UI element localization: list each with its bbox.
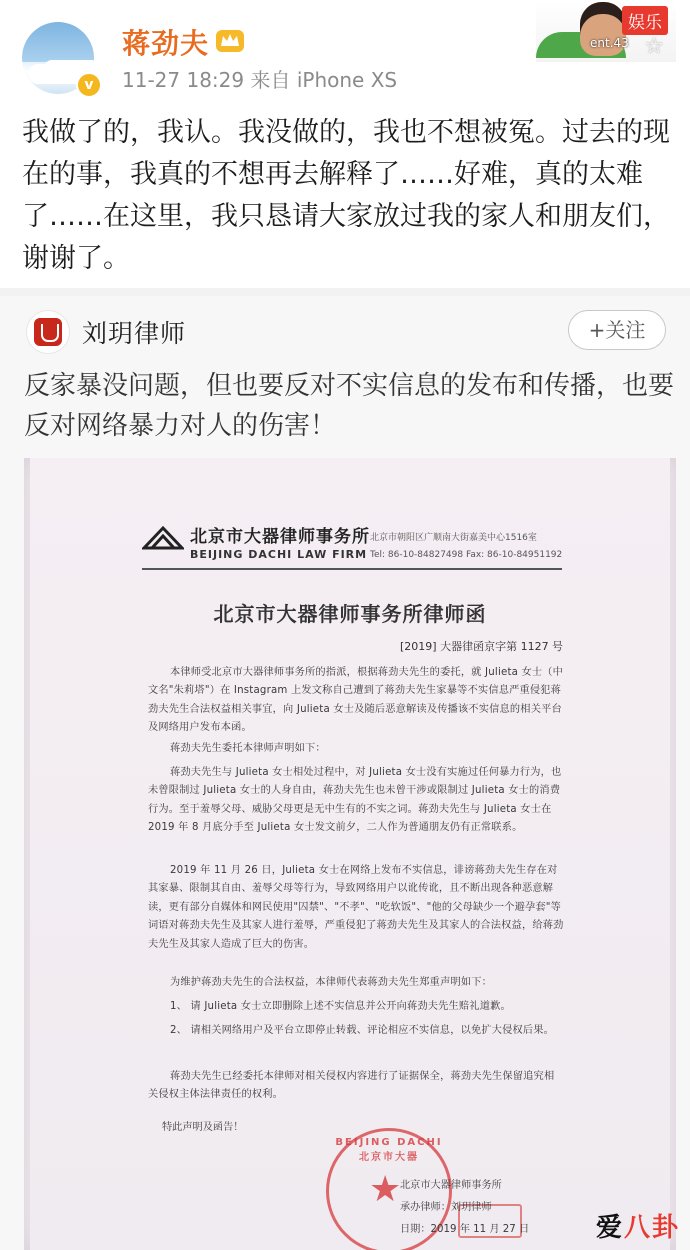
firm-name-en: BEIJING DACHI LAW FIRM <box>190 548 368 561</box>
post-time-source: 11-27 18:29 来自 iPhone XS <box>122 68 398 92</box>
firm-address: 北京市朝阳区广顺南大街嘉美中心1516室 <box>370 533 537 543</box>
repost-card[interactable] <box>0 296 690 1250</box>
lawyer-letter-image[interactable] <box>24 458 676 1250</box>
author-name[interactable]: 蒋劲夫 <box>122 27 210 60</box>
site-watermark: 爱八卦 <box>595 1213 680 1243</box>
letter-paragraph: 蒋劲夫先生与 Julieta 女士相处过程中，对 Julieta 女士没有实施过任何暴力行为，也未曾限制过 Julieta 女士的人身自由，蒋劲夫先生也未曾干涉或限制过 Julieta 女士的消费行为。至于羞辱父母、威胁父母更是无中生有的不实之词。蒋劲夫先生与 Julieta 女士在 2019 年 8 月底分手至 Julieta 女士发文前夕，二人作为普通朋友仍有正常联系。 <box>148 767 562 834</box>
letter-title: 北京市大器律师事务所律师函 <box>213 602 487 626</box>
stamp-text: BEIJING DACHI 北京市大器 <box>335 1137 443 1163</box>
letter-signoff: 特此声明及函告！ <box>162 1122 244 1133</box>
letter-sheet <box>30 458 670 1250</box>
letter-paragraph: 为维护蒋劲夫先生的合法权益，本律师代表蒋劲夫先生郑重声明如下： <box>170 977 493 988</box>
follow-button[interactable]: +关注 <box>568 310 666 350</box>
signature-lawyer: 承办律师：刘玥律师 <box>400 1202 492 1213</box>
category-badge: 娱乐 <box>622 6 668 35</box>
firm-name-cn: 北京市大器律师事务所 <box>190 527 370 547</box>
letter-paragraph: 2019 年 11 月 26 日，Julieta 女士在网络上发布不实信息，诽谤蒋劲夫先生存在对其家暴、限制其自由、羞辱父母等行为，导致网络用户以讹传讹，且不断出现各种恶意解读，更有部分自媒体和网民使用"囚禁"、"不孝"、"吃软饭"、"他的父母缺少一个避孕套"等词语对蒋劲夫先生及其家人进行羞辱，严重侵犯了蒋劲夫先生及其家人的合法权益，给蒋劲夫先生及其家人造成了巨大的伤害。 <box>148 865 564 950</box>
repost-author-name[interactable]: 刘玥律师 <box>82 319 187 348</box>
section-divider <box>0 288 690 296</box>
letter-paragraph: 2、 请相关网络用户及平台立即停止转载、评论相应不实信息，以免扩大侵权后果。 <box>170 1025 555 1036</box>
letter-doc-number: [2019] 大器律函京字第 1127 号 <box>400 640 564 653</box>
post-content: 我做了的，我认。我没做的，我也不想被冤。过去的现在的事，我真的不想再去解释了……好难，真的太难了……在这里，我只恳请大家放过我的家人和朋友们，谢谢了。 <box>22 117 670 274</box>
repost-author-avatar[interactable] <box>26 310 70 354</box>
letter-paragraph: 蒋劲夫先生委托本律师声明如下： <box>170 743 326 754</box>
signature-date: 日期：2019 年 11 月 27 日 <box>400 1224 530 1235</box>
letter-paragraph: 蒋劲夫先生已经委托本律师对相关侵权内容进行了证据保全，蒋劲夫先生保留追究相关侵权主体法律责任的权利。 <box>148 1071 555 1101</box>
law-firm-logo-icon <box>142 524 184 550</box>
thumbnail-caption: ent.43 <box>590 36 629 50</box>
firm-tel: Tel: 86-10-84827498 Fax: 86-10-84951192 <box>370 550 563 560</box>
letter-paragraph: 1、 请 Julieta 女士立即删除上述不实信息并公开向蒋劲夫先生赔礼道歉。 <box>170 1001 511 1012</box>
letter-paragraph: 本律师受北京市大器律师事务所的指派，根据蒋劲夫先生的委托，就 Julieta 女士（中文名"朱莉塔"）在 Instagram 上发文称自己遭到了蒋劲夫先生家暴等不实信息严重侵犯蒋劲夫先生合法权益相关事宜，向 Julieta 女士及随后恶意解读及传播该不实信息的相关平台及网络用户发布本函。 <box>148 667 564 734</box>
weibo-post <box>0 0 690 288</box>
favorite-star-icon[interactable]: ☆ <box>644 34 664 59</box>
letterhead-rule <box>142 568 562 570</box>
verified-badge-icon: v <box>76 72 102 98</box>
repost-content: 反家暴没问题，但也要反对不实信息的发布和传播，也要反对网络暴力对人的伤害！ <box>24 371 675 441</box>
signature-firm: 北京市大器律师事务所 <box>400 1180 502 1191</box>
firm-seal-stamp: BEIJING DACHI 北京市大器 ★ <box>326 1128 452 1250</box>
post-thumbnail[interactable] <box>536 0 676 62</box>
crown-icon <box>214 26 246 54</box>
